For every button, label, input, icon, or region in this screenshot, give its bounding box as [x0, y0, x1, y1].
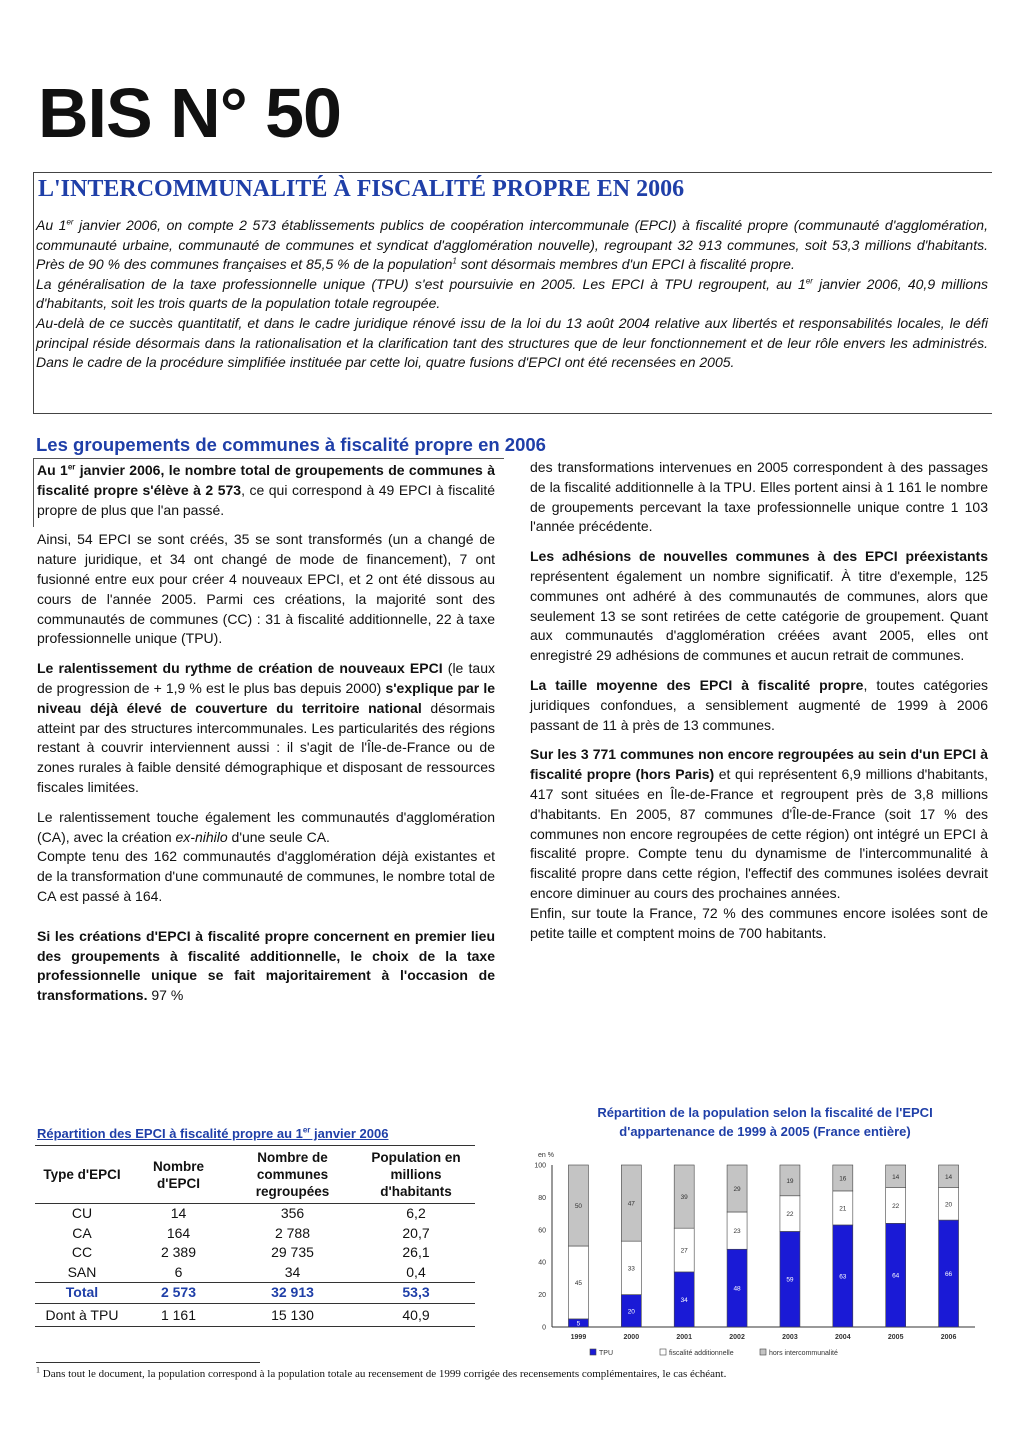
table-cell: 20,7 — [402, 1224, 430, 1241]
table-row — [35, 1224, 475, 1244]
table-cell: 32 913 — [228, 1283, 357, 1304]
data-label: 34 — [680, 1296, 688, 1304]
x-tick-label: 2003 — [782, 1334, 798, 1341]
legend-label: TPU — [599, 1350, 613, 1357]
table-cell: 6,2 — [406, 1205, 426, 1221]
x-tick-label: 2006 — [940, 1334, 957, 1341]
data-label: 14 — [892, 1173, 900, 1181]
data-label: 23 — [733, 1228, 741, 1236]
data-label: 66 — [944, 1271, 953, 1279]
section-title: Les groupements de communes à fiscalité propre en 2006 — [36, 434, 546, 455]
column-header: Nombre de communes regroupées — [228, 1146, 357, 1204]
table-row — [35, 1204, 475, 1224]
page-title: BIS N° 50 — [38, 74, 341, 152]
table-cell: 29 735 — [271, 1244, 314, 1260]
table-cell: 1 161 — [129, 1303, 228, 1326]
legend-swatch — [590, 1349, 596, 1355]
data-label: 22 — [892, 1203, 900, 1210]
left-column — [37, 461, 495, 1016]
x-tick-label: 2000 — [623, 1334, 640, 1341]
table-cell: 0,4 — [406, 1263, 426, 1280]
footnote-divider — [36, 1362, 260, 1363]
intro-text — [36, 216, 988, 373]
data-label: 20 — [944, 1201, 953, 1209]
table-cell: Dont à TPU — [35, 1303, 129, 1326]
data-label: 5 — [576, 1320, 581, 1328]
x-tick-label: 2001 — [676, 1334, 692, 1341]
paragraph: Sur les 3 771 communes non encore regroupées au sein d'un EPCI à fiscalité propre (hors Paris) et qui représentent 6,9 millions d'habitants, 417 sont situées en Île-de-France et regroupent près de 3,8 millions d'habitants. En 2005, 87 communes d'Île-de-France (soit 17 % des communes non encore regroupées de cette région) ont intégré un EPCI à fiscalité propre. Compte tenu du dynamisme de l'intercommunalité à fiscalité propre dans cette région, l'effectif des communes isolées devrait encore diminuer au cours des prochaines années. — [530, 746, 988, 901]
legend-swatch — [760, 1349, 766, 1355]
x-tick-label: 2002 — [729, 1334, 745, 1341]
column-header: Nombre d'EPCI — [129, 1146, 228, 1204]
data-label: 29 — [733, 1185, 741, 1193]
table-cell: 356 — [280, 1205, 305, 1221]
intro-paragraph: Au 1er janvier 2006, on compte 2 573 établissements publics de coopération intercommunale (EPCI) à fiscalité propre (communauté d'agglomération, communauté urbaine, communauté de communes et syndicat d'agglomération nouvelle), regroupant 32 913 communes, soit 53,3 millions d'habitants. Près de 90 % des communes françaises et 85,5 % de la population$^1$ sont désormais membres d'un EPCI à fiscalité propre. — [36, 217, 988, 273]
x-tick-label: 1999 — [570, 1334, 587, 1341]
data-label: 47 — [627, 1200, 635, 1208]
paragraph: Le ralentissement touche également les communautés d'agglomération (CA), avec la création ex-nihilo d'une seule CA. — [37, 808, 495, 845]
data-label: 14 — [944, 1173, 953, 1181]
table-cell: 15 130 — [228, 1303, 357, 1326]
table-cell: 34 — [284, 1263, 301, 1280]
stacked-bar-chart — [520, 1145, 980, 1360]
y-tick-label: 40 — [538, 1259, 546, 1267]
data-label: 45 — [574, 1279, 583, 1287]
data-label: 21 — [839, 1205, 847, 1213]
table-cell: 40,9 — [357, 1303, 475, 1326]
x-tick-label: 2004 — [835, 1334, 851, 1341]
data-label: 20 — [627, 1308, 635, 1316]
data-label: 27 — [680, 1247, 688, 1255]
column-header: Population en millions d'habitants — [357, 1146, 475, 1204]
y-tick-label: 100 — [534, 1162, 546, 1170]
chart-title: Répartition de la population selon la fiscalité de l'EPCI d'appartenance de 1999 à 2005 (France entière) — [597, 1105, 933, 1139]
data-label: 64 — [892, 1272, 900, 1280]
data-label: 39 — [680, 1194, 688, 1202]
table-cell: CC — [71, 1244, 93, 1260]
data-label: 48 — [733, 1285, 741, 1293]
table-row — [35, 1263, 475, 1283]
legend-swatch — [660, 1349, 666, 1355]
table-total-row — [35, 1283, 475, 1304]
paragraph: Au 1er janvier 2006, le nombre total de groupements de communes à fiscalité propre s'élève à 2 573, ce qui correspond à 49 EPCI à fiscalité propre de plus que l'an passé. — [37, 462, 496, 518]
x-tick-label: 2005 — [887, 1334, 904, 1341]
table-title: Répartition des EPCI à fiscalité propre au 1er janvier 2006 — [37, 1125, 389, 1141]
table-cell: 6 — [174, 1263, 183, 1280]
paragraph: Ainsi, 54 EPCI se sont créés, 35 se sont transformés (un a changé de nature juridique, et 34 ont changé de mode de financement), 7 ont fusionné entre eux pour créer 4 nouveaux EPCI, et 2 ont été dissous au cours de l'année 2005. Parmi ces créations, la majorité sont des communautés de communes (CC) : 31 à fiscalité additionnelle, 22 à taxe professionnelle unique (TPU). — [37, 531, 495, 647]
legend-label: hors intercommunalité — [769, 1350, 838, 1357]
paragraph: La taille moyenne des EPCI à fiscalité propre, toutes catégories juridiques confondues, a sensiblement augmenté de 1999 à 2006 passant de 11 à près de 13 communes. — [530, 676, 989, 733]
table-cell: 14 — [170, 1205, 187, 1221]
intro-title: L'INTERCOMMUNALITÉ À FISCALITÉ PROPRE EN 2006 — [38, 176, 685, 202]
y-tick-label: 80 — [538, 1194, 546, 1202]
table-row — [35, 1243, 475, 1263]
table-cell: SAN — [67, 1263, 97, 1280]
right-column — [530, 458, 988, 953]
table-cell: 2 389 — [160, 1244, 197, 1260]
y-tick-label: 60 — [538, 1227, 546, 1235]
y-tick-label: 0 — [542, 1324, 546, 1332]
table-cell: 26,1 — [402, 1244, 430, 1260]
data-label: 50 — [574, 1203, 583, 1210]
paragraph: Le ralentissement du rythme de création de nouveaux EPCI (le taux de progression de + 1,9 % est le plus bas depuis 2000) s'explique par le niveau déjà élevé de couverture du territoire national désormais atteint par des structures intercommunales. Les particularités des régions restant à couvrir interviennent aussi : il s'agit de l'Île-de-France ou de zones rurales à faible densité démographique et disposant de ressources fiscales limitées. — [37, 660, 495, 795]
paragraph: Enfin, sur toute la France, 72 % des communes encore isolées sont de petite taille et comptent moins de 700 habitants. — [530, 904, 988, 941]
table-cell: 53,3 — [357, 1283, 475, 1304]
epci-table — [35, 1145, 475, 1327]
table-cell: 2 573 — [129, 1283, 228, 1304]
footnote: $^1$ Dans tout le document, la population correspond à la population totale au recensement de 1999 corrigée des recensements complémentaires, le cas échéant. — [36, 1365, 727, 1380]
paragraph: Compte tenu des 162 communautés d'agglomération déjà existantes et de la transformation d'une communauté de communes, le nombre total de CA est passé à 164. — [37, 848, 495, 904]
table-cell: 2 788 — [274, 1224, 311, 1241]
data-label: 19 — [786, 1177, 794, 1185]
table-cell: 164 — [166, 1224, 191, 1241]
intro-paragraph: Au-delà de ce succès quantitatif, et dans le cadre juridique rénové issu de la loi du 13 août 2004 relative aux libertés et responsabilités locales, le défi principal réside désormais dans la rationalisation et la clarification tant des structures que de leur fonctionnement et de leur rôle envers les administrés. Dans le cadre de la procédure simplifiée instituée par cette loi, quatre fusions d'EPCI ont été recensées en 2005. — [36, 314, 988, 371]
data-label: 63 — [839, 1273, 847, 1281]
paragraph: Si les créations d'EPCI à fiscalité propre concernent en premier lieu des groupements à fiscalité additionnelle, le choix de la taxe professionnelle unique se fait majoritairement à l'occasion de transformations. 97 % — [37, 927, 495, 1004]
table-dont-row — [35, 1303, 475, 1326]
data-label: 22 — [786, 1211, 794, 1219]
table-cell: CA — [72, 1224, 92, 1241]
data-label: 16 — [839, 1175, 847, 1183]
y-axis-label: en % — [538, 1152, 554, 1159]
paragraph: des transformations intervenues en 2005 correspondent à des passages de la fiscalité additionnelle à la TPU. Elles portent ainsi à 1 161 le nombre de groupements percevant la taxe professionnelle unique contre 1 103 l'année précédente. — [530, 459, 988, 535]
y-tick-label: 20 — [538, 1292, 546, 1300]
data-label: 33 — [627, 1265, 635, 1273]
table-cell: CU — [71, 1205, 93, 1221]
table-cell: Total — [35, 1283, 129, 1304]
column-header: Type d'EPCI — [35, 1146, 129, 1204]
paragraph: Les adhésions de nouvelles communes à des EPCI préexistants représentent également un nombre significatif. À titre d'exemple, 125 communes ont adhéré à des communautés de communes, alors que seulement 13 se sont retirées de cette catégorie de groupement. Quant aux communautés d'agglomération créées avant 2005, elles ont enregistré 29 adhésions de communes et aucun retrait de communes. — [530, 548, 988, 664]
legend-label: fiscalité additionnelle — [669, 1350, 734, 1357]
data-label: 59 — [786, 1276, 794, 1284]
table-header-row — [35, 1146, 475, 1204]
intro-paragraph: La généralisation de la taxe professionnelle unique (TPU) s'est poursuivie en 2005. Les EPCI à TPU regroupent, au 1er janvier 2006, 40,9 millions d'habitants, soit les trois quarts de la population totale regroupée. — [36, 275, 988, 312]
